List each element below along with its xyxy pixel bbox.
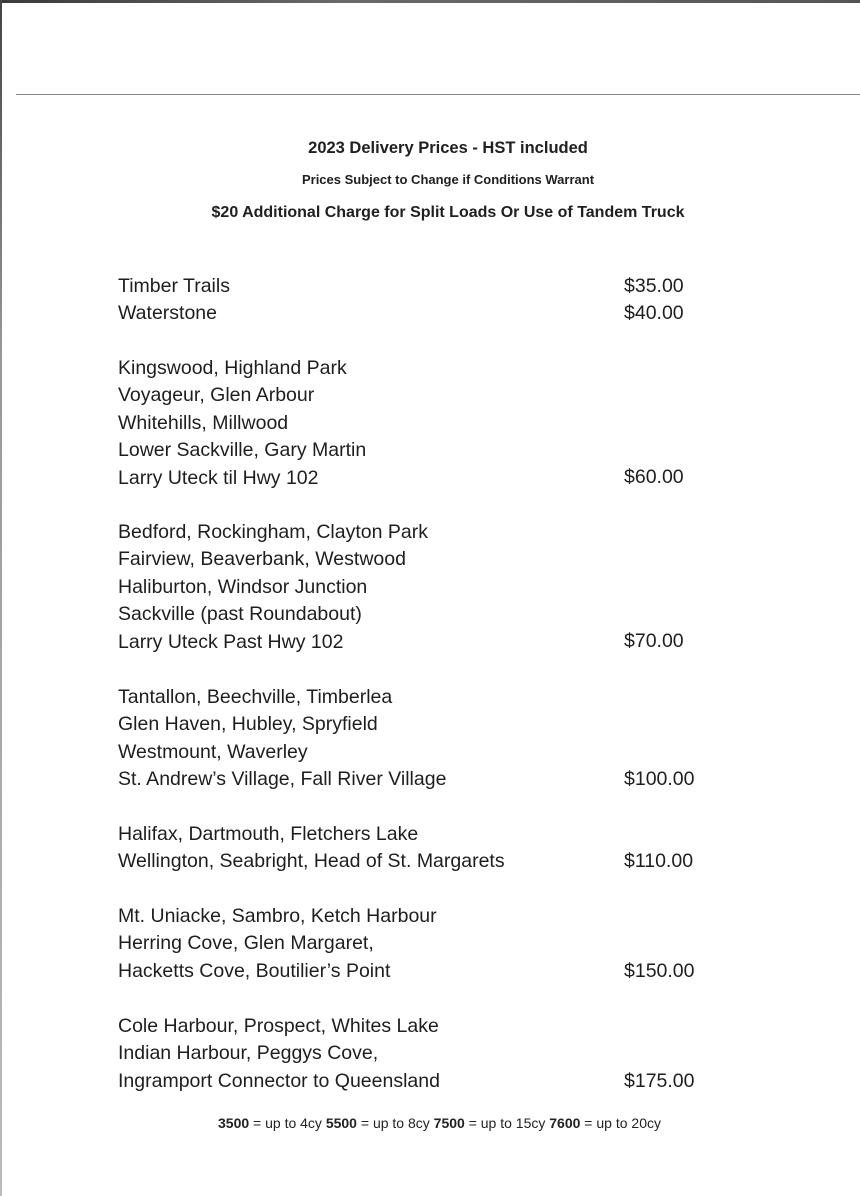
truck-capacity: = up to 4cy (249, 1115, 326, 1131)
zone-area-line: Herring Cove, Glen Margaret, (118, 932, 374, 955)
zone-area-line: Halifax, Dartmouth, Fletchers Lake (118, 823, 419, 845)
zone-price: $100.00 (624, 768, 695, 790)
zone-area-line: Sackville (past Roundabout) (118, 603, 362, 626)
zone-area-line: Ingramport Connector to Queensland (118, 1069, 440, 1092)
truck-size-legend (218, 1115, 661, 1131)
zone-area-line: Glen Haven, Hubley, Spryfield (118, 713, 378, 736)
zone-price: $110.00 (624, 850, 694, 872)
scan-edge-left (0, 0, 2, 1196)
zone-area-line: Tantallon, Beechville, Timberlea (118, 686, 393, 708)
truck-capacity: = up to 15cy (464, 1115, 550, 1131)
zone-area-line: St. Andrew’s Village, Fall River Village (118, 768, 447, 791)
zone-area-line: Wellington, Seabright, Head of St. Margarets (118, 850, 505, 873)
zone-price: $150.00 (624, 960, 695, 982)
zone-area-line: Voyageur, Glen Arbour (118, 384, 315, 407)
zone-area-line: Whitehills, Millwood (118, 411, 289, 434)
truck-model: 7500 (433, 1115, 465, 1131)
zone-price: $40.00 (624, 302, 684, 324)
truck-capacity: = up to 8cy (356, 1115, 434, 1131)
zone-price: $35.00 (624, 275, 684, 297)
zone-area-line: Mt. Uniacke, Sambro, Ketch Harbour (118, 905, 437, 927)
zone-price: $70.00 (624, 630, 684, 652)
zone-area-line: Bedford, Rockingham, Clayton Park (118, 521, 428, 543)
top-rule (16, 94, 860, 95)
zone-area-line: Haliburton, Windsor Junction (118, 575, 368, 598)
zone-area-line: Larry Uteck til Hwy 102 (118, 466, 319, 489)
zone-area-line: Timber Trails (118, 275, 230, 297)
truck-capacity: = up to 20cy (580, 1115, 661, 1131)
zone-area-line: Waterstone (118, 302, 217, 324)
zone-area-line: Westmount, Waverley (118, 740, 308, 763)
zone-area-line: Indian Harbour, Peggys Cove, (118, 1042, 379, 1065)
additional-charge-note: $20 Additional Charge for Split Loads Or Use of Tandem Truck (211, 204, 685, 221)
zone-area-line: Hacketts Cove, Boutilier’s Point (118, 959, 391, 982)
zone-area-line: Kingswood, Highland Park (118, 357, 347, 379)
truck-model: 5500 (325, 1115, 357, 1131)
scan-edge-top (0, 0, 860, 3)
truck-model: 3500 (218, 1115, 250, 1131)
zone-area-line: Lower Sackville, Gary Martin (118, 439, 367, 462)
truck-model: 7600 (549, 1115, 581, 1131)
zone-price: $60.00 (624, 466, 684, 488)
zone-price: $175.00 (624, 1070, 695, 1092)
document-title: 2023 Delivery Prices - HST included (308, 139, 588, 157)
zone-area-line: Fairview, Beaverbank, Westwood (118, 548, 406, 571)
zone-area-line: Larry Uteck Past Hwy 102 (118, 630, 344, 653)
document-subtitle: Prices Subject to Change if Conditions Warrant (301, 172, 595, 187)
zone-area-line: Cole Harbour, Prospect, Whites Lake (118, 1015, 439, 1037)
